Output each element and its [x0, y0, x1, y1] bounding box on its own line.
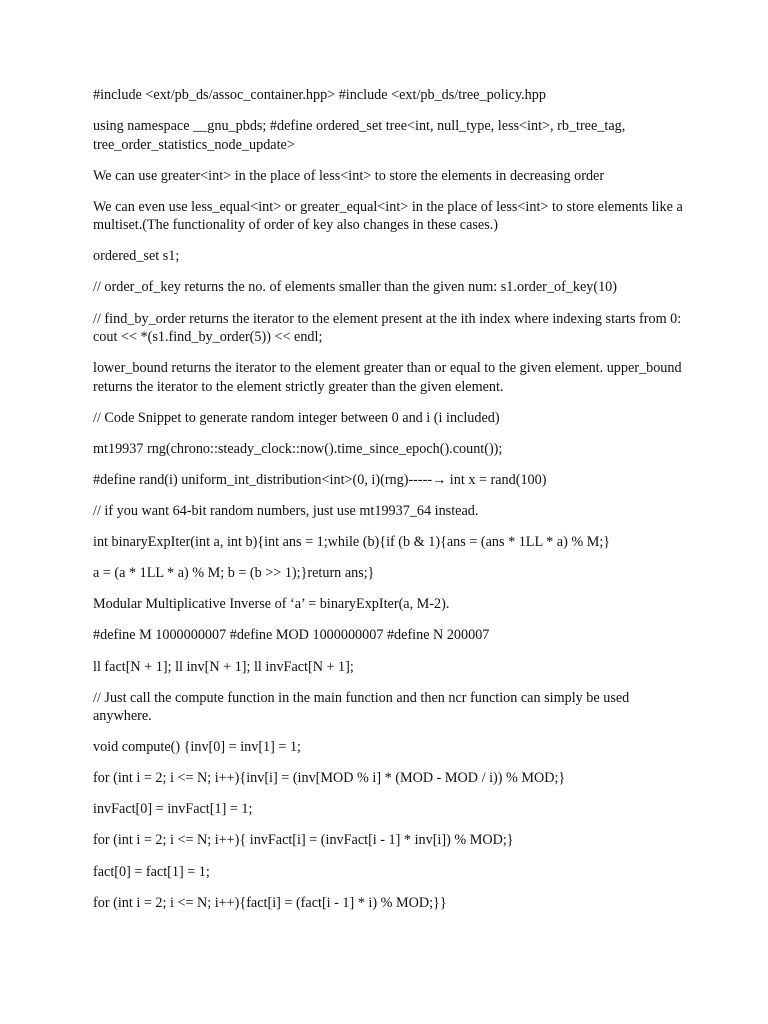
paragraph-include-headers: #include <ext/pb_ds/assoc_container.hpp> #include <ext/pb_ds/tree_policy.hpp [93, 87, 546, 103]
paragraph-random-comment: // Code Snippet to generate random integer between 0 and i (i included) [93, 409, 500, 426]
paragraph-fact-init: fact[0] = fact[1] = 1; [93, 863, 210, 880]
paragraph-rand-define: #define rand(i) uniform_int_distribution<int>(0, i)(rng)-----→ int x = rand(100) [93, 471, 547, 488]
paragraph-multiset-note: We can even use less_equal<int> or greater_equal<int> in the place of less<int> to store elements like a multiset.(The functionality of order of key also changes in these cases.) [93, 198, 683, 234]
paragraph-find-by-order: // find_by_order returns the iterator to the element present at the ith index where indexing starts from 0: cout << *(s1.find_by_order(5)) << endl; [93, 310, 682, 346]
paragraph-greater-note: We can use greater<int> in the place of less<int> to store the elements in decreasing order [93, 167, 605, 184]
paragraph-invfact-loop: for (int i = 2; i <= N; i++){ invFact[i] = (invFact[i - 1] * inv[i]) % MOD;} [93, 832, 514, 849]
paragraph-rng-decl: mt19937 rng(chrono::steady_clock::now().time_since_epoch().count()); [93, 440, 503, 457]
paragraph-fact-loop: for (int i = 2; i <= N; i++){fact[i] = (fact[i - 1] * i) % MOD;}} [93, 894, 447, 911]
paragraph-order-of-key: // order_of_key returns the no. of elements smaller than the given num: s1.order_of_key(10) [93, 279, 618, 296]
paragraph-ordered-set-decl: ordered_set s1; [93, 248, 180, 265]
paragraph-modinv: Modular Multiplicative Inverse of ‘a’ = binaryExpIter(a, M-2). [93, 596, 450, 613]
paragraph-invfact-init: invFact[0] = invFact[1] = 1; [93, 801, 253, 818]
document-body [93, 86, 683, 925]
paragraph-64bit-comment: // if you want 64-bit random numbers, just use mt19937_64 instead. [93, 503, 479, 520]
paragraph-inv-loop: for (int i = 2; i <= N; i++){inv[i] = (inv[MOD % i] * (MOD - MOD / i)) % MOD;} [93, 770, 566, 787]
paragraph-defines: #define M 1000000007 #define MOD 1000000007 #define N 200007 [93, 627, 490, 644]
paragraph-bounds: lower_bound returns the iterator to the element greater than or equal to the given element. upper_bound returns the iterator to the element strictly greater than the given element. [93, 360, 682, 395]
paragraph-compute-start: void compute() {inv[0] = inv[1] = 1; [93, 739, 301, 756]
paragraph-binexp-1: int binaryExpIter(int a, int b){int ans = 1;while (b){if (b & 1){ans = (ans * 1LL * a) % M;} [93, 534, 611, 551]
paragraph-arrays: ll fact[N + 1]; ll inv[N + 1]; ll invFact[N + 1]; [93, 658, 354, 675]
paragraph-binexp-2: a = (a * 1LL * a) % M; b = (b >> 1);}return ans;} [93, 565, 375, 582]
paragraph-namespace-define: using namespace __gnu_pbds; #define ordered_set tree<int, null_type, less<int>, rb_tree_tag, tree_order_statistics_node_update> [93, 118, 626, 153]
paragraph-compute-comment: // Just call the compute function in the main function and then ncr function can simply be used anywhere. [93, 689, 630, 725]
